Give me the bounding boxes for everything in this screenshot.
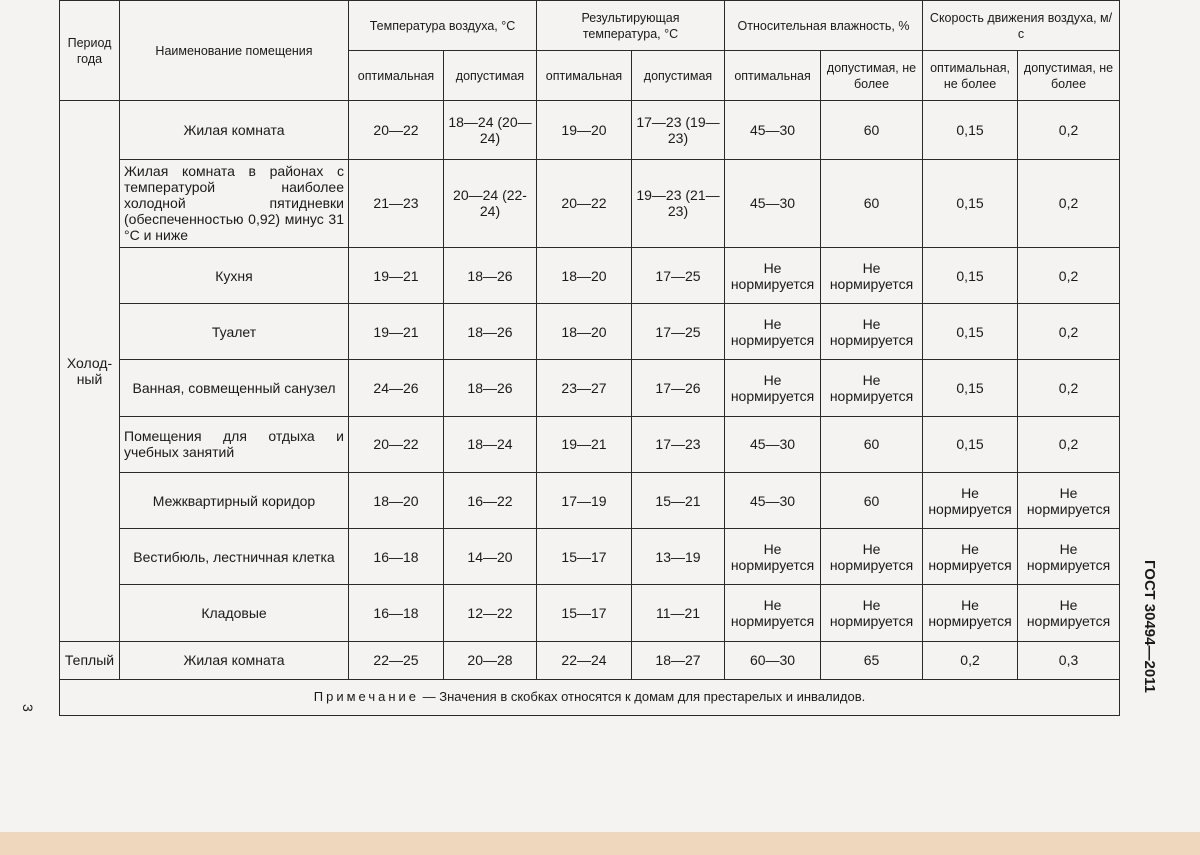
note-label: Примечание [313, 689, 420, 705]
value-cell-t-opt: 20—22 [349, 101, 444, 159]
room-name-cell: Жилая комната [120, 101, 349, 159]
value-cell-h-opt: Не нормируется [725, 304, 821, 360]
value-cell-t-dop: 18—24 [444, 416, 537, 472]
value-cell-v-dop: 0,2 [1018, 360, 1120, 416]
table-row [60, 248, 1120, 304]
value-cell-h-dop: 60 [821, 101, 923, 159]
subheader-allowed-max: допустимая, не более [821, 51, 923, 101]
header-air-temp: Температура воздуха, °С [349, 1, 537, 51]
room-name-cell: Ванная, совмещенный санузел [120, 360, 349, 416]
value-cell-t-dop: 18—26 [444, 248, 537, 304]
value-cell-t-opt: 21—23 [349, 159, 444, 247]
subheader-allowed: допустимая [444, 51, 537, 101]
value-cell-v-dop: 0,2 [1018, 101, 1120, 159]
value-cell-r-dop: 17—23 [632, 416, 725, 472]
note-text: — Значения в скобках относятся к домам для престарелых и инвалидов. [419, 689, 866, 705]
value-cell-r-dop: 11—21 [632, 585, 725, 641]
room-name-cell: Кухня [120, 248, 349, 304]
value-cell-t-dop: 14—20 [444, 529, 537, 585]
value-cell-h-dop: Не нормируется [821, 248, 923, 304]
table-row [60, 159, 1120, 247]
subheader-optimal: оптимальная [725, 51, 821, 101]
value-cell-r-opt: 19—20 [537, 101, 632, 159]
value-cell-r-opt: 17—19 [537, 472, 632, 528]
value-cell-h-dop: Не нормируется [821, 304, 923, 360]
value-cell-v-opt: 0,15 [923, 360, 1018, 416]
value-cell-t-dop: 18—26 [444, 304, 537, 360]
table-note [60, 679, 1120, 715]
subheader-optimal-max: оптимальная, не более [923, 51, 1018, 101]
value-cell-v-opt: 0,15 [923, 248, 1018, 304]
value-cell-r-dop: 19—23 (21—23) [632, 159, 725, 247]
value-cell-h-opt: 45—30 [725, 472, 821, 528]
value-cell-t-dop: 16—22 [444, 472, 537, 528]
value-cell-v-dop: 0,2 [1018, 304, 1120, 360]
value-cell-h-opt: Не нормируется [725, 360, 821, 416]
subheader-optimal: оптимальная [349, 51, 444, 101]
table-row [60, 641, 1120, 679]
value-cell-v-opt: 0,15 [923, 416, 1018, 472]
value-cell-v-opt: 0,15 [923, 159, 1018, 247]
value-cell-r-dop: 15—21 [632, 472, 725, 528]
header-room: Наименование помещения [120, 1, 349, 101]
value-cell-r-opt: 15—17 [537, 529, 632, 585]
value-cell-h-opt: 45—30 [725, 101, 821, 159]
header-air-speed: Скорость движения воздуха, м/с [923, 1, 1120, 51]
value-cell-r-dop: 18—27 [632, 641, 725, 679]
value-cell-r-dop: 17—25 [632, 304, 725, 360]
value-cell-t-dop: 18—26 [444, 360, 537, 416]
value-cell-t-opt: 24—26 [349, 360, 444, 416]
value-cell-v-opt: Не нормируется [923, 472, 1018, 528]
subheader-allowed: допустимая [632, 51, 725, 101]
microclimate-table [59, 0, 1120, 716]
value-cell-h-opt: 60—30 [725, 641, 821, 679]
value-cell-v-opt: Не нормируется [923, 585, 1018, 641]
table-row [60, 529, 1120, 585]
subheader-optimal: оптимальная [537, 51, 632, 101]
room-name-cell: Помещения для отдыха и учебных занятий [120, 416, 349, 472]
room-name-cell: Туалет [120, 304, 349, 360]
table-row [60, 416, 1120, 472]
subheader-allowed-max: допустимая, не более [1018, 51, 1120, 101]
room-name-cell: Жилая комната в районах с температурой наиболее холодной пятидневки (обеспеченностью 0,92) минус 31 °С и ниже [120, 159, 349, 247]
value-cell-t-dop: 20—28 [444, 641, 537, 679]
period-cell: Теплый [60, 641, 120, 679]
value-cell-v-dop: 0,2 [1018, 416, 1120, 472]
value-cell-t-dop: 12—22 [444, 585, 537, 641]
value-cell-h-dop: Не нормируется [821, 360, 923, 416]
value-cell-r-opt: 23—27 [537, 360, 632, 416]
value-cell-h-dop: 65 [821, 641, 923, 679]
room-name-cell: Межквартирный коридор [120, 472, 349, 528]
value-cell-v-dop: Не нормируется [1018, 529, 1120, 585]
value-cell-r-opt: 20—22 [537, 159, 632, 247]
value-cell-v-dop: 0,3 [1018, 641, 1120, 679]
value-cell-h-opt: Не нормируется [725, 585, 821, 641]
table-row [60, 585, 1120, 641]
page-bottom-strip [0, 832, 1200, 855]
page-number: 3 [20, 704, 36, 712]
value-cell-r-opt: 19—21 [537, 416, 632, 472]
room-name-cell: Кладовые [120, 585, 349, 641]
header-period: Период года [60, 1, 120, 101]
value-cell-t-opt: 16—18 [349, 585, 444, 641]
value-cell-r-opt: 15—17 [537, 585, 632, 641]
value-cell-t-opt: 16—18 [349, 529, 444, 585]
value-cell-t-dop: 18—24 (20—24) [444, 101, 537, 159]
value-cell-t-opt: 18—20 [349, 472, 444, 528]
value-cell-t-dop: 20—24 (22-24) [444, 159, 537, 247]
table-row [60, 304, 1120, 360]
value-cell-v-dop: 0,2 [1018, 248, 1120, 304]
value-cell-v-dop: Не нормируется [1018, 585, 1120, 641]
value-cell-h-opt: 45—30 [725, 159, 821, 247]
value-cell-v-opt: Не нормируется [923, 529, 1018, 585]
value-cell-h-opt: Не нормируется [725, 529, 821, 585]
table-row [60, 472, 1120, 528]
table-row [60, 360, 1120, 416]
value-cell-t-opt: 19—21 [349, 248, 444, 304]
value-cell-r-opt: 18—20 [537, 304, 632, 360]
value-cell-h-dop: Не нормируется [821, 529, 923, 585]
value-cell-v-opt: 0,15 [923, 304, 1018, 360]
table-row [60, 101, 1120, 159]
value-cell-v-dop: Не нормируется [1018, 472, 1120, 528]
value-cell-r-dop: 17—25 [632, 248, 725, 304]
value-cell-h-opt: 45—30 [725, 416, 821, 472]
value-cell-t-opt: 19—21 [349, 304, 444, 360]
value-cell-r-opt: 22—24 [537, 641, 632, 679]
value-cell-r-dop: 17—23 (19—23) [632, 101, 725, 159]
header-humidity: Относительная влажность, % [725, 1, 923, 51]
value-cell-h-dop: 60 [821, 472, 923, 528]
value-cell-h-dop: 60 [821, 416, 923, 472]
value-cell-h-dop: 60 [821, 159, 923, 247]
room-name-cell: Вестибюль, лестничная клетка [120, 529, 349, 585]
period-cell: Холод-ный [60, 101, 120, 641]
value-cell-v-dop: 0,2 [1018, 159, 1120, 247]
value-cell-h-dop: Не нормируется [821, 585, 923, 641]
value-cell-t-opt: 20—22 [349, 416, 444, 472]
header-result-temp: Результирующая температура, °С [537, 1, 725, 51]
value-cell-r-dop: 13—19 [632, 529, 725, 585]
room-name-cell: Жилая комната [120, 641, 349, 679]
value-cell-t-opt: 22—25 [349, 641, 444, 679]
value-cell-r-dop: 17—26 [632, 360, 725, 416]
value-cell-v-opt: 0,2 [923, 641, 1018, 679]
side-gost-label: ГОСТ 30494—2011 [1141, 560, 1158, 694]
value-cell-h-opt: Не нормируется [725, 248, 821, 304]
value-cell-v-opt: 0,15 [923, 101, 1018, 159]
value-cell-r-opt: 18—20 [537, 248, 632, 304]
